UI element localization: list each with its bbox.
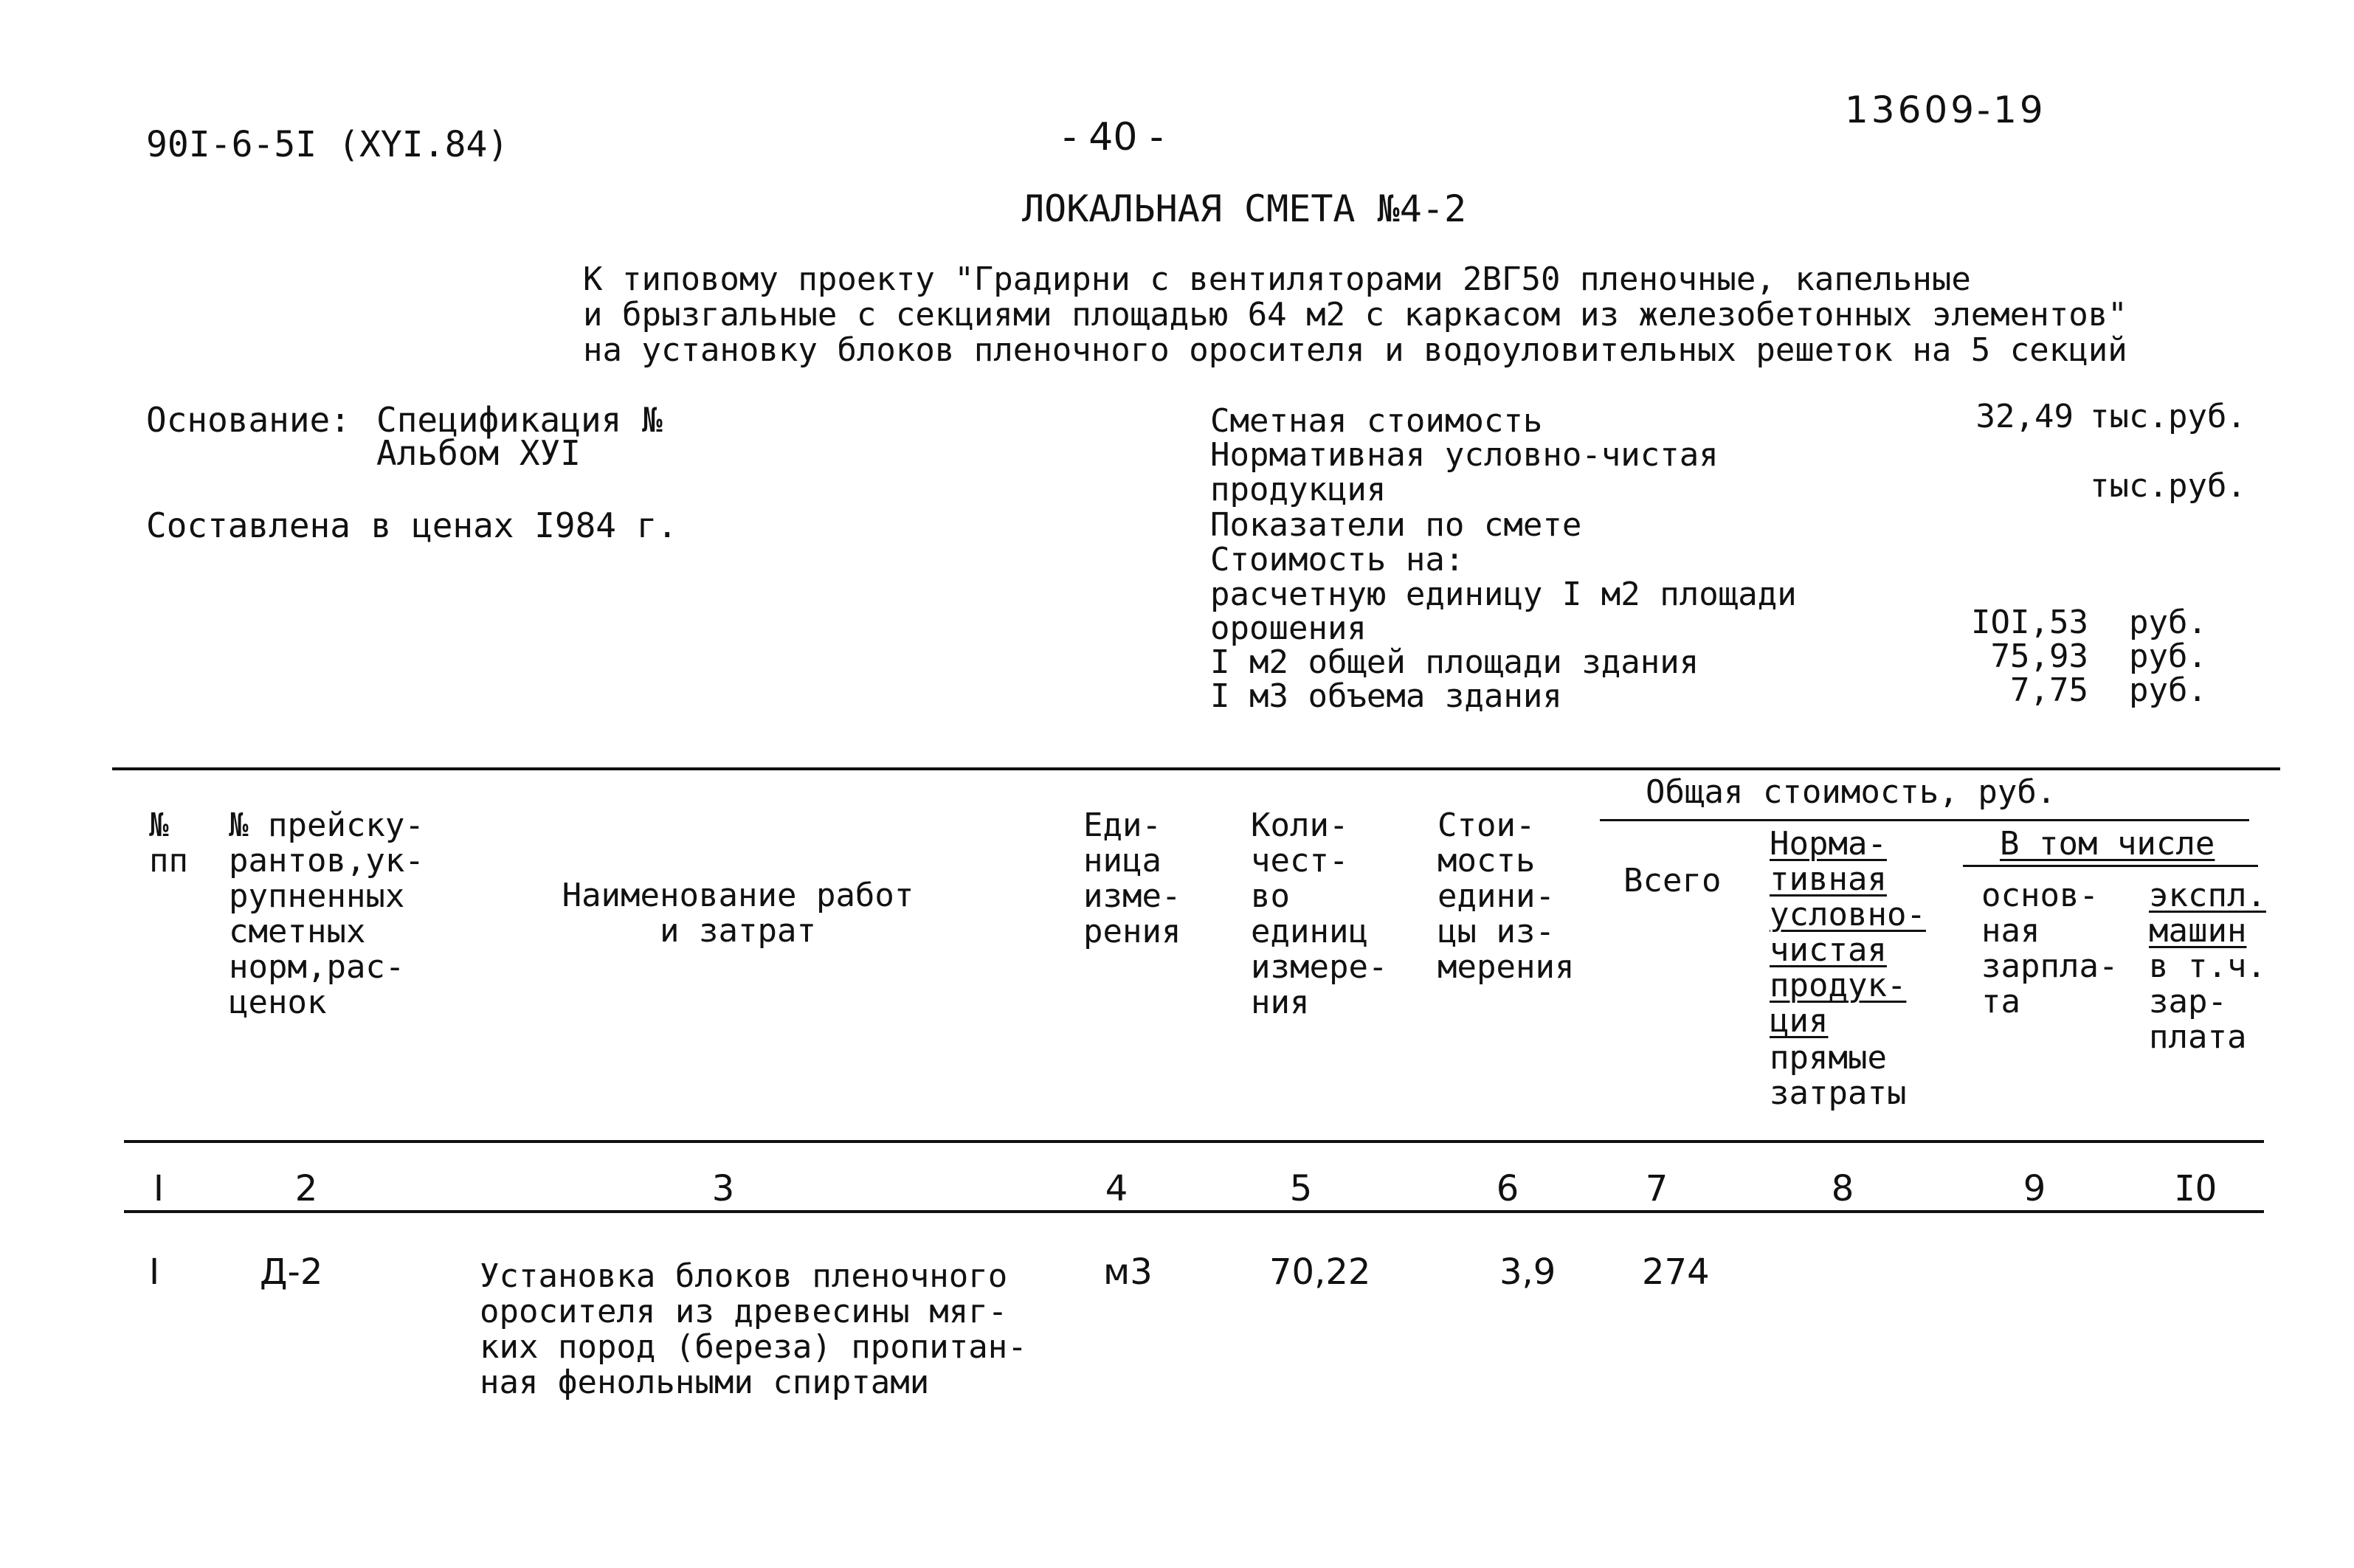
incl-group-rule	[1963, 865, 2258, 867]
header-total-group: Общая стоимость, руб.	[1646, 773, 2057, 811]
per-m2-irrigation-label-1: расчетную единицу I м2 площади	[1210, 576, 1797, 613]
normative-unit: тыс.руб.	[2090, 467, 2246, 505]
column-number: 5	[1289, 1168, 1313, 1209]
row-quantity: 70,22	[1269, 1251, 1371, 1293]
row-number: I	[149, 1251, 160, 1293]
column-number: I	[153, 1168, 165, 1209]
column-number: 6	[1496, 1168, 1519, 1209]
column-number: 9	[2023, 1168, 2046, 1209]
table-top-rule	[112, 767, 2280, 770]
price-basis: Составлена в ценах I984 г.	[146, 505, 678, 545]
basis-label: Основание:	[146, 400, 351, 440]
header-incl-group: В том числе	[2000, 825, 2215, 863]
basis-specification: Спецификация №	[376, 400, 663, 440]
intro-line-1: К типовому проекту "Градирни с вентиляторами 2ВГ50 пленочные, капельные	[583, 260, 1971, 298]
indicators-label: Показатели по смете	[1210, 506, 1582, 544]
basis-album: Альбом ХУI	[376, 433, 581, 473]
intro-line-3: на установку блоков пленочного оросителя и водоуловительных решеток на 5 секций	[583, 331, 2127, 369]
header-col-9: основ- ная зарпла- та	[1981, 877, 2119, 1020]
per-m3-building-label: I м3 объема здания	[1210, 677, 1562, 715]
header-col-10-bottom: в т.ч. зар- плата	[2149, 947, 2266, 1056]
row-unit-price: 3,9	[1499, 1251, 1556, 1293]
total-group-rule	[1600, 819, 2249, 821]
sheet-number: 13609-19	[1845, 89, 2046, 131]
per-m2-building-value: 75,93	[1990, 638, 2088, 675]
header-col-4: Еди- ница изме- рения	[1083, 807, 1181, 950]
estimated-cost-unit: тыс.руб.	[2090, 398, 2246, 435]
per-m2-irrigation-label-2: орошения	[1210, 609, 1367, 647]
estimated-cost-value: 32,49	[1975, 398, 2074, 435]
header-col-3: Наименование работ и затрат	[562, 877, 914, 950]
cost-for-label: Стоимость на:	[1210, 541, 1465, 578]
per-m3-building-value: 7,75	[2010, 671, 2088, 709]
page-number: - 40 -	[1063, 115, 1164, 159]
header-col-6: Стои- мость едини- цы из- мерения	[1437, 807, 1575, 986]
per-m2-building-unit: руб.	[2129, 638, 2207, 675]
column-number: IO	[2174, 1168, 2217, 1209]
per-m2-irrigation-unit: руб.	[2129, 604, 2207, 641]
per-m2-building-label: I м2 общей площади здания	[1210, 643, 1699, 681]
intro-line-2: и брызгальные с секциями площадью 64 м2 с каркасом из железобетонных элементов"	[583, 296, 2127, 334]
per-m2-irrigation-value: IOI,53	[1971, 604, 2088, 641]
header-col-5: Коли- чест- во единиц измере- ния	[1251, 807, 1388, 1021]
header-col-1: № пп	[149, 807, 188, 880]
column-number: 7	[1645, 1168, 1668, 1209]
row-unit: м3	[1103, 1251, 1153, 1293]
numbers-bottom-rule	[124, 1210, 2264, 1213]
column-number: 2	[294, 1168, 318, 1209]
row-price-code: Д-2	[260, 1251, 323, 1293]
document-code: 90I-6-5I (XYI.84)	[146, 124, 509, 165]
estimated-cost-label: Сметная стоимость	[1210, 402, 1543, 440]
header-col-10-top: экспл. машин	[2149, 877, 2266, 950]
document-title: ЛОКАЛЬНАЯ СМЕТА №4-2	[1022, 187, 1467, 230]
header-col-7: Всего	[1623, 862, 1722, 899]
column-number: 3	[711, 1168, 735, 1209]
column-number: 8	[1831, 1168, 1854, 1209]
normative-label-2: продукция	[1210, 471, 1387, 508]
column-number: 4	[1105, 1168, 1128, 1209]
normative-label-1: Нормативная условно-чистая	[1210, 436, 1719, 474]
row-total: 274	[1642, 1251, 1710, 1293]
header-bottom-rule	[124, 1140, 2264, 1143]
header-col-2: № прейску- рантов,ук- рупненных сметных норм,рас- ценок	[229, 807, 424, 1021]
header-col-8-top: Норма- тивная условно- чистая продук- ция	[1770, 825, 1926, 1040]
header-col-8-bottom: прямые затраты	[1770, 1039, 1907, 1112]
per-m3-building-unit: руб.	[2129, 671, 2207, 709]
row-work-name: Установка блоков пленочного оросителя из древесины мяг- ких пород (береза) пропитан- ная фенольными спиртами	[480, 1257, 1027, 1401]
